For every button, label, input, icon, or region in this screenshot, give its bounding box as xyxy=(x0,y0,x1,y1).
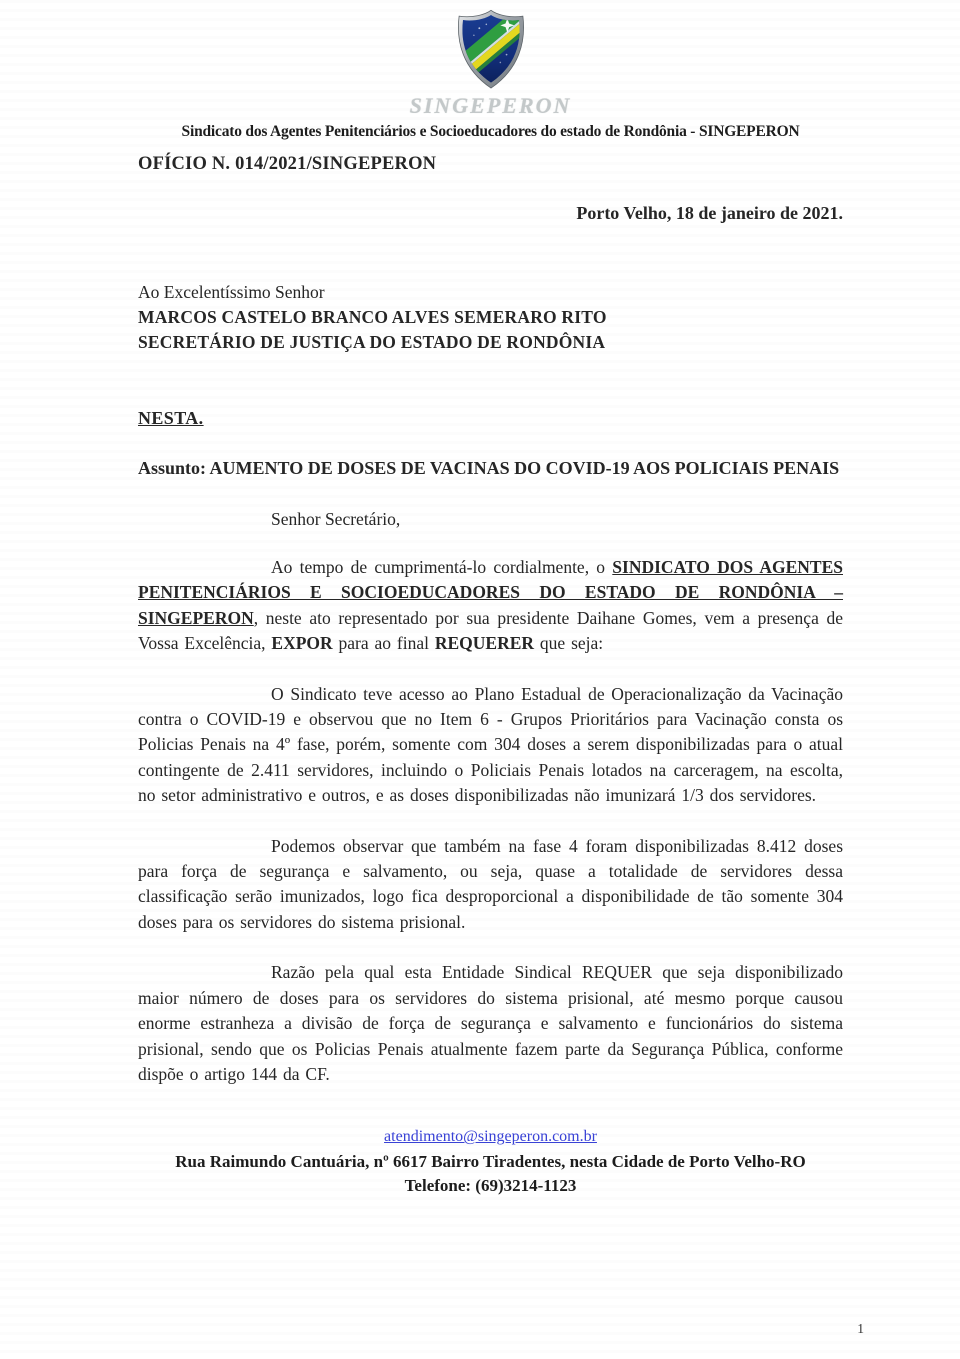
greeting: Senhor Secretário, xyxy=(271,509,401,529)
letter-body xyxy=(138,154,843,1087)
organization-name-line: Sindicato dos Agentes Penitenciários e Socioeducadores do estado de Rondônia - SINGEPERON xyxy=(181,123,800,140)
dateline: Porto Velho, 18 de janeiro de 2021. xyxy=(576,203,843,223)
paragraph-1-requerer: REQUERER xyxy=(434,633,535,654)
footer-phone: Telefone: (69)3214-1123 xyxy=(404,1176,577,1196)
paragraph-1-expor: EXPOR xyxy=(271,633,333,654)
paragraph-1-tail: que seja: xyxy=(534,633,604,654)
shield-logo-icon xyxy=(452,8,530,92)
addressee-intro: Ao Excelentíssimo Senhor xyxy=(138,282,325,302)
paragraph-1-org-name: SINDICATO DOS AGENTES PENITENCIÁRIOS E SOCIOEDUCADORES DO ESTADO DE RONDÔNIA – SINGEPERON xyxy=(138,557,843,628)
paragraph-2: O Sindicato teve acesso ao Plano Estadual de Operacionalização da Vacinação contra o COVID-19 e observou que no Item 6 - Grupos Prioritários para Vacinação consta os Policias Penais na 4º fase, porém, somente com 304 doses a serem disponibilizadas para o atual contingente de 2.411 servidores, incluindo o Policiais Penais lotados na carceragem, na escolta, no setor administrativo e outros, e as doses disponibilizadas não imunizará 1/3 dos servidores. xyxy=(138,683,843,806)
email-link[interactable]: atendimento@singeperon.com.br xyxy=(384,1128,597,1146)
paragraph-3: Podemos observar que também na fase 4 foram disponibilizadas 8.412 doses para força de segurança e salvamento, ou seja, quase a totalidade de servidores dessa classificação serão imunizados, logo fica desproporcional a disponibilidade de tão somente 304 doses para os servidores do sistema prisional. xyxy=(138,835,843,932)
page-number: 1 xyxy=(857,1321,864,1336)
addressee-role: SECRETÁRIO DE JUSTIÇA DO ESTADO DE RONDÔNIA xyxy=(138,332,606,352)
footer-address: Rua Raimundo Cantuária, nº 6617 Bairro Tiradentes, nesta Cidade de Porto Velho-RO xyxy=(175,1151,806,1171)
footer-email-row xyxy=(138,1125,843,1150)
letterhead xyxy=(138,8,843,141)
subject-line: Assunto: AUMENTO DE DOSES DE VACINAS DO COVID-19 AOS POLICIAIS PENAIS xyxy=(138,458,840,478)
paragraph-4: Razão pela qual esta Entidade Sindical REQUER que seja disponibilizado maior número de doses para os servidores do sistema prisional, até mesmo porque causou enorme estranheza a divisão de força de segurança e salvamento e funcionários do sistema prisional, sendo que os Policias Penais atualmente fazem parte da Segurança Pública, conforme dispõe o artigo 144 da CF. xyxy=(138,962,843,1084)
addressee-place: NESTA. xyxy=(138,408,204,428)
paragraph-1-mid2: para ao final xyxy=(332,633,435,654)
document-footer xyxy=(138,1125,843,1199)
paragraph-1 xyxy=(138,555,843,657)
document-reference: OFÍCIO N. 014/2021/SINGEPERON xyxy=(138,154,437,174)
logo-container xyxy=(138,8,843,92)
paragraph-1-lead: Ao tempo de cumprimentá-lo cordialmente, o xyxy=(271,557,613,577)
addressee-name: MARCOS CASTELO BRANCO ALVES SEMERARO RITO xyxy=(138,307,607,327)
paragraph-1-mid1: , neste ato representado por sua presidente Daihane Gomes, vem a presença de Vossa Excelência, xyxy=(138,607,843,654)
logo-wordmark: SINGEPERON xyxy=(409,93,572,118)
addressee-block xyxy=(138,280,843,355)
